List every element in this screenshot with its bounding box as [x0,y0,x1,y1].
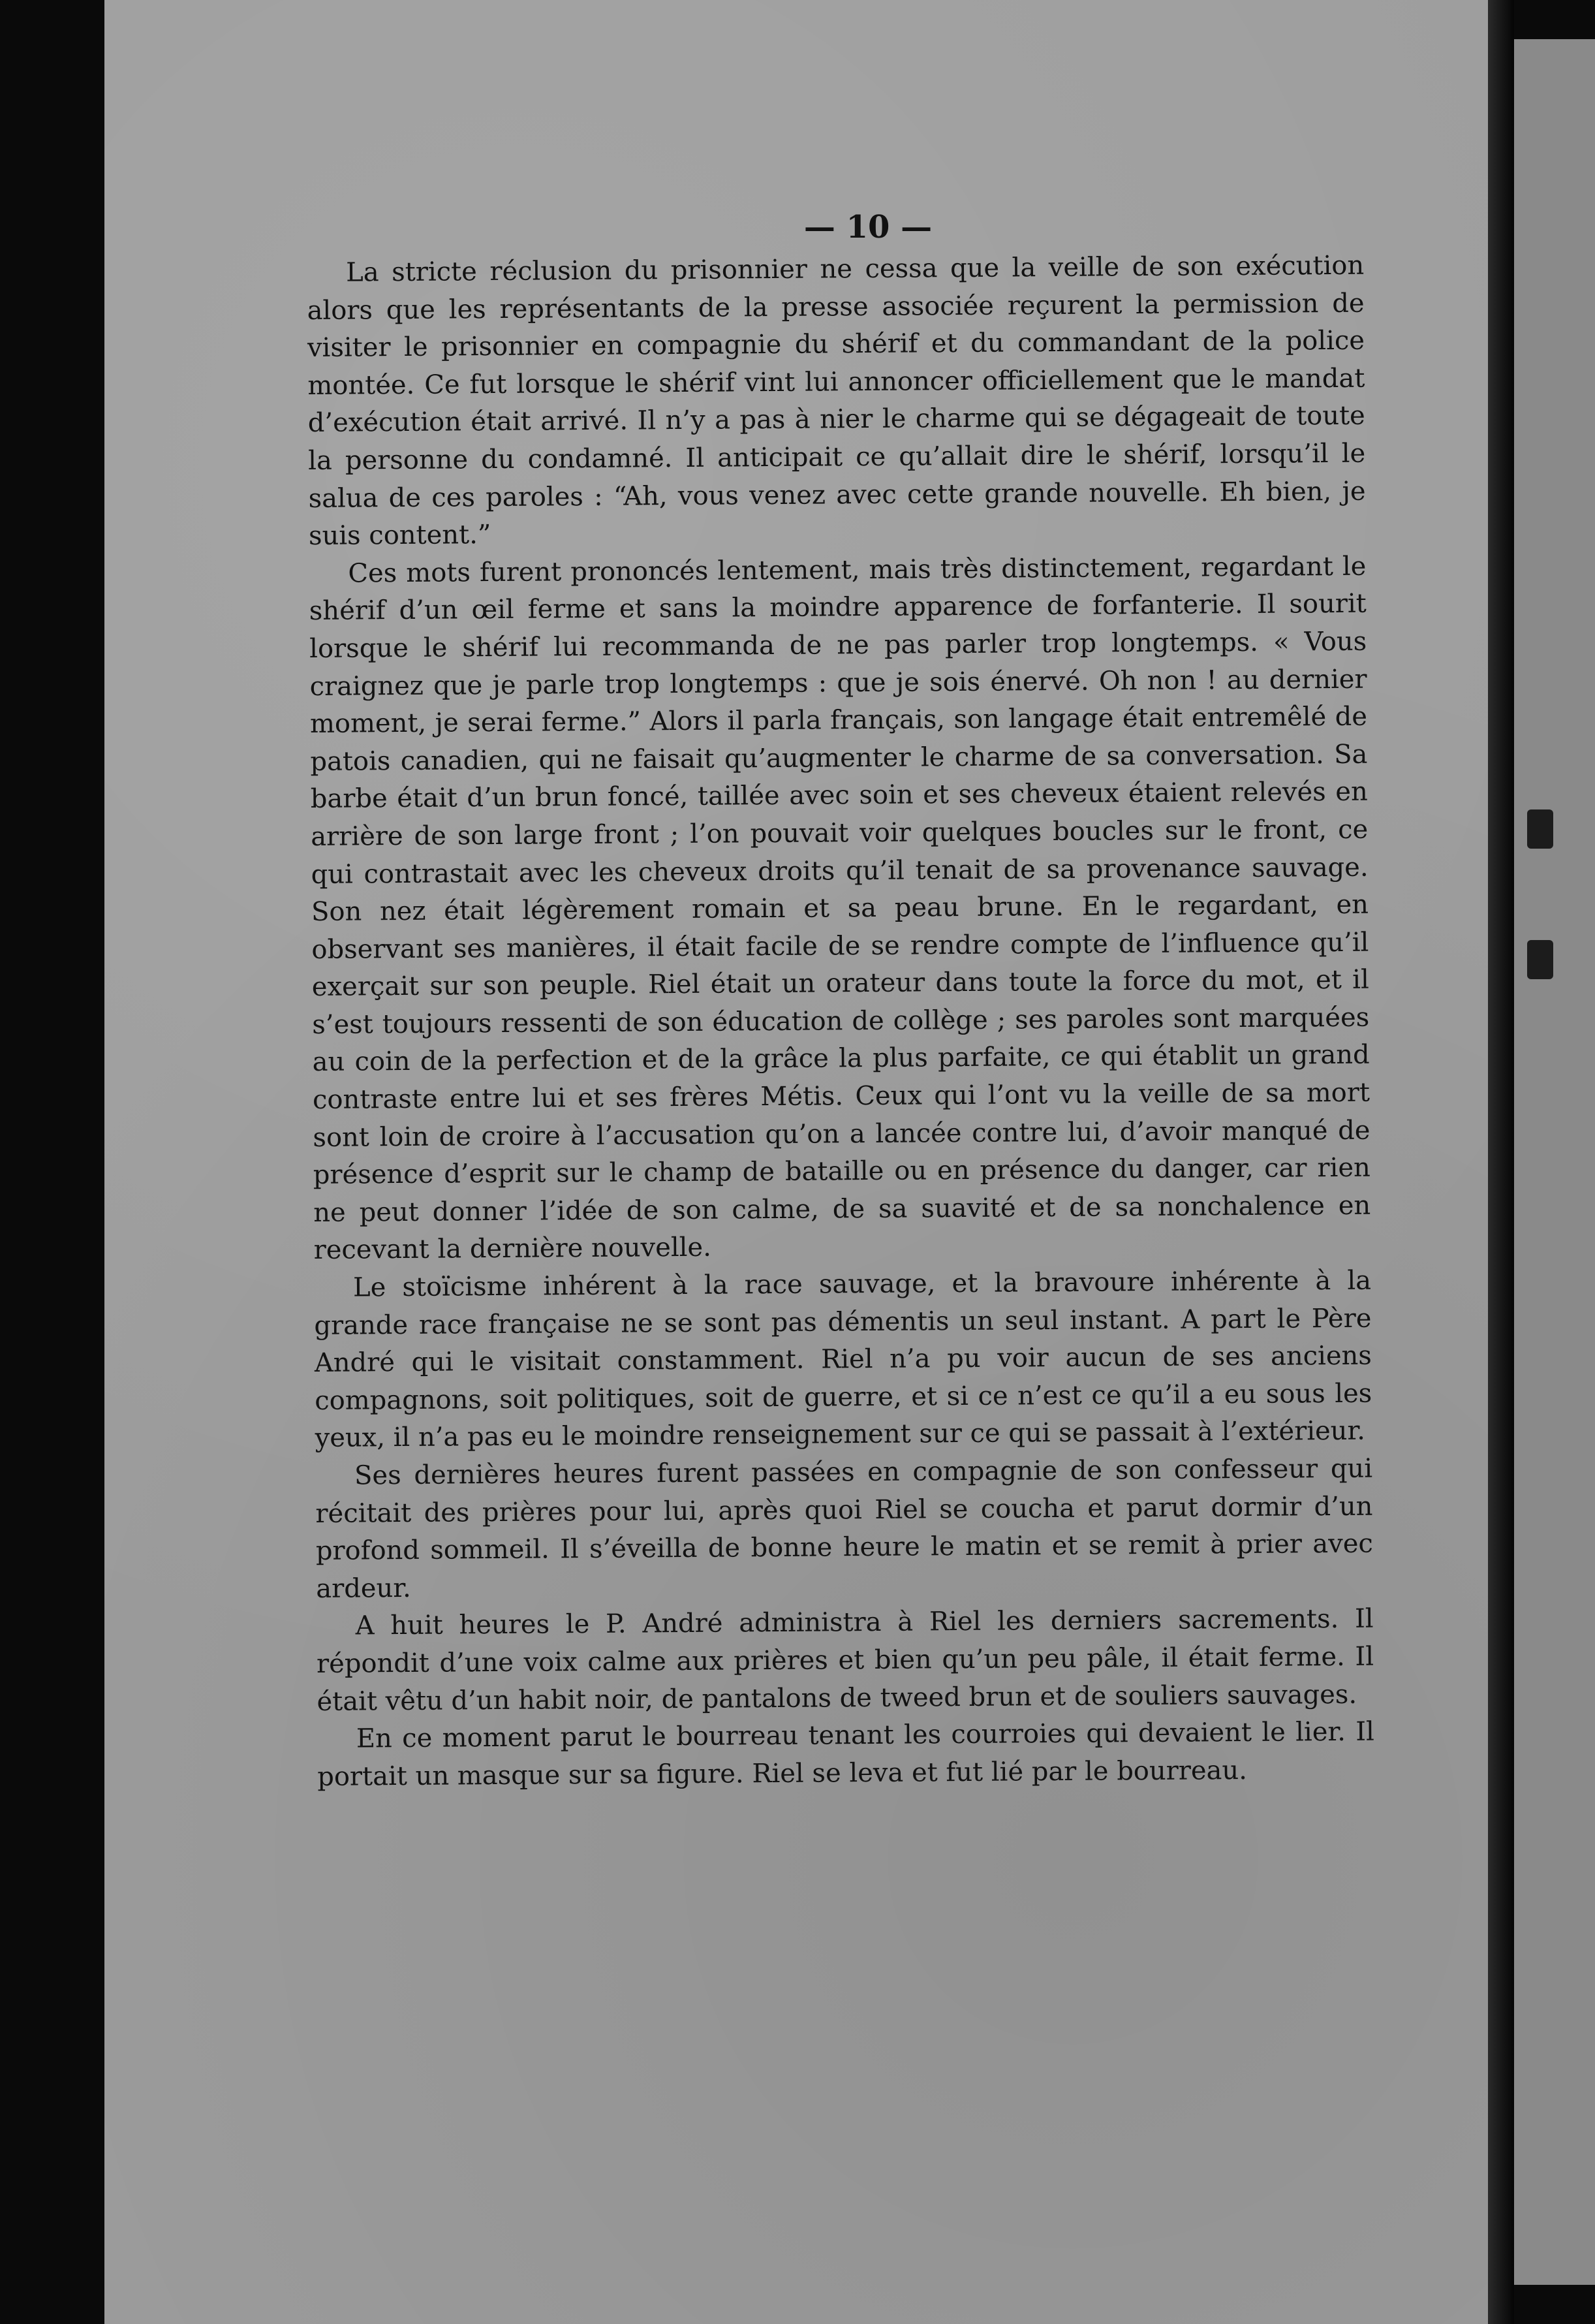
paragraph: Ces mots furent prononcés lentement, mais très distinctement, regardant le shérif d’un œil ferme et sans la moindre apparence de forfanterie. Il sourit lorsque le shérif lui recommanda de ne pas parler trop longtemps. « Vous craignez que je parle trop longtemps : que je sois énervé. Oh non ! au dernier moment, je serai ferme.” Alors il parla français, son langage était entremêlé de patois canadien, qui ne faisait qu’augmenter le charme de sa conversation. Sa barbe était d’un brun foncé, taillée avec soin et ses cheveux étaient relevés en arrière de son large front ; l’on pouvait voir quelques boucles sur le front, ce qui contrastait avec les cheveux droits qu’il tenait de sa provenance sauvage. Son nez était légèrement romain et sa peau brune. En le regardant, en observant ses manières, il était facile de se rendre compte de l’influence qu’il exerçait sur son peuple. Riel était un orateur dans toute la force du mot, et il s’est toujours ressenti de son éducation de collège ; ses paroles sont marquées au coin de la perfection et de la grâce la plus parfaite, ce qui établit un grand contraste entre lui et ses frères Métis. Ceux qui l’ont vu la veille de sa mort sont loin de croire à l’accusation qu’on a lancée contre lui, d’avoir manqué de présence d’esprit sur le champ de bataille ou en présence du danger, car rien ne peut donner l’idée de son calme, de sa suavité et de sa nonchalence en recevant la dernière nouvelle. [309,551,1371,1266]
paragraph: La stricte réclusion du prisonnier ne cessa que la veille de son exécution alors que les représentants de la presse associée reçurent la permission de visiter le prisonnier en compagnie du shérif et du commandant de la police montée. Ce fut lorsque le shérif vint lui annoncer officiellement que le mandat d’exécution était arrivé. Il n’y a pas à nier le charme qui se dégageait de toute la personne du condamné. Il anticipait ce qu’allait dire le shérif, lorsqu’il le salua de ces paroles : “Ah, vous venez avec cette grande nouvelle. Eh bien, je suis content.” [307,250,1366,552]
adjacent-page-ink-mark [1527,809,1553,849]
adjacent-page-edge [1514,39,1595,2285]
paragraph: Le stoïcisme inhérent à la race sauvage, et la bravoure inhérente à la grande race française ne se sont pas démentis un seul instant. A part le Père André qui le visitait constamment. Riel n’a pu voir aucun de ses anciens compagnons, soit politiques, soit de guerre, et si ce n’est ce qu’il a eu sous les yeux, il n’a pas eu le moindre renseignement sur ce qui se passait à l’extérieur. [314,1265,1372,1454]
book-gutter [1488,0,1514,2324]
paragraph: Ses dernières heures furent passées en compagnie de son confesseur qui récitait des prières pour lui, après quoi Riel se coucha et parut dormir d’un profond sommeil. Il s’éveilla de bonne heure le matin et se remit à prier avec ardeur. [315,1453,1373,1604]
paragraph: En ce moment parut le bourreau tenant les courroies qui devaient le lier. Il portait un masque sur sa figure. Riel se leva et fut lié par le bourreau. [317,1716,1374,1792]
paragraph: A huit heures le P. André administra à Riel les derniers sacrements. Il répondit d’une voix calme aux prières et bien qu’un peu pâle, il était ferme. Il était vêtu d’un habit noir, de pantalons de tweed brun et de souliers sauvages. [316,1604,1374,1717]
body-text [307,247,1374,1797]
adjacent-page-ink-mark [1527,940,1553,979]
page-number: — 10 — [803,209,933,245]
